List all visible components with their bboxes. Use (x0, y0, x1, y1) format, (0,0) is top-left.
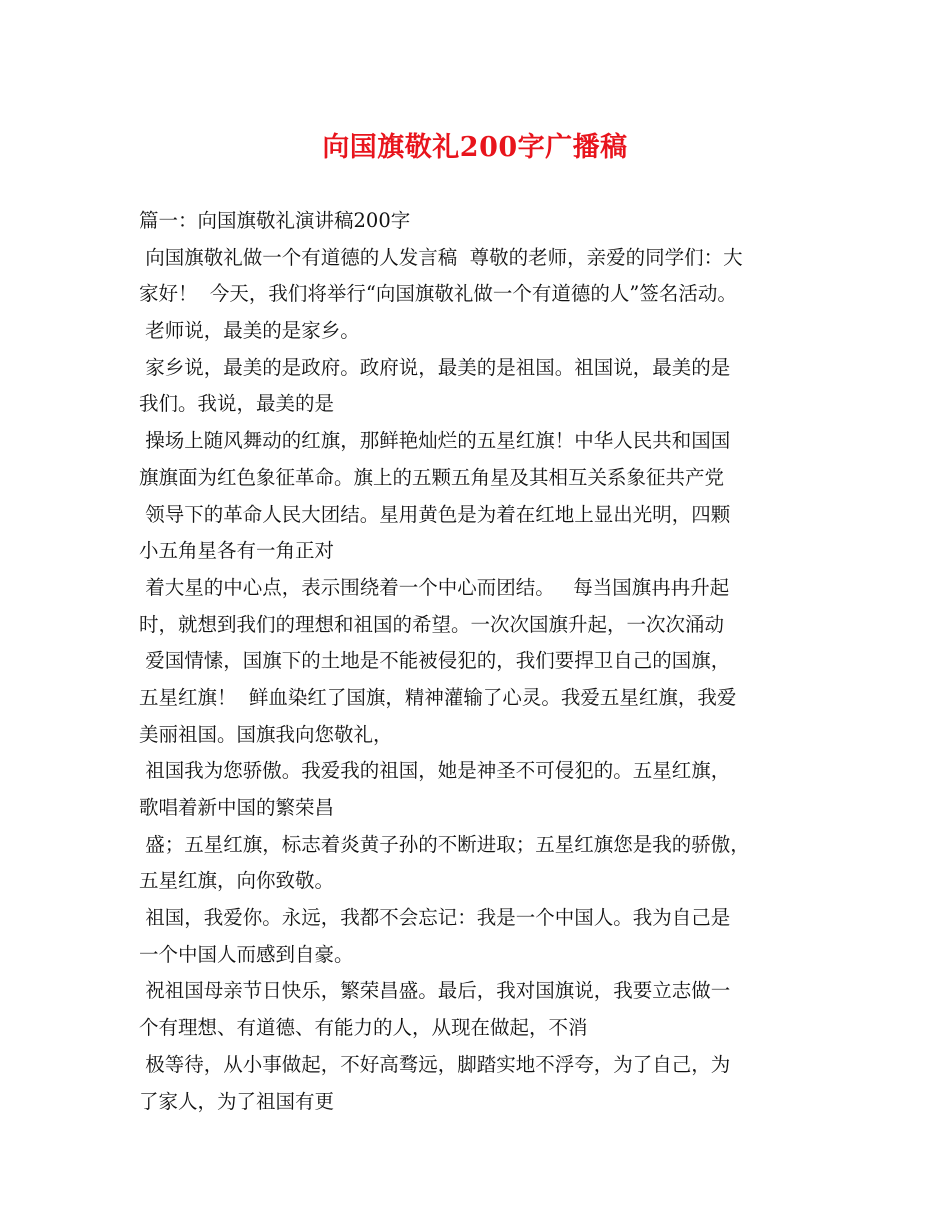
body-line: 着大星的中心点，表示围绕着一个中心而团结。 每当国旗冉冉升起 (139, 575, 730, 599)
body-line: 向国旗敬礼做一个有道德的人发言稿 尊敬的老师，亲爱的同学们：大 (139, 245, 743, 269)
body-line: 老师说，最美的是家乡。 (139, 319, 360, 343)
body-line: 个有理想、有道德、有能力的人，从现在做起，不消 (139, 1016, 588, 1040)
body-line: 歌唱着新中国的繁荣昌 (139, 796, 335, 819)
body-line: 祖国我为您骄傲。我爱我的祖国，她是神圣不可侵犯的。五星红旗， (139, 759, 731, 783)
body-line: 领导下的革命人民大团结。星用黄色是为着在红地上显出光明，四颗 (139, 502, 731, 526)
body-line: 美丽祖国。国旗我向您敬礼， (139, 722, 393, 746)
body-line: 篇一：向国旗敬礼演讲稿200字 (139, 209, 411, 232)
body-line: 五星红旗，向你致敬。 (139, 869, 335, 893)
body-line: 五星红旗！ 鲜血染红了国旗，精神灌输了心灵。我爱五星红旗，我爱 (139, 685, 737, 709)
body-line: 旗旗面为红色象征革命。旗上的五颗五角星及其相互关系象征共产党 (139, 465, 725, 489)
body-line: 了家人，为了祖国有更 (139, 1089, 335, 1113)
body-line: 祖国，我爱你。永远，我都不会忘记：我是一个中国人。我为自己是 (139, 906, 731, 930)
body-line: 我们。我说，最美的是 (139, 392, 335, 416)
body-line: 家乡说，最美的是政府。政府说，最美的是祖国。祖国说，最美的是 (139, 355, 731, 379)
body-line: 家好！ 今天，我们将举行“向国旗敬礼做一个有道德的人”签名活动。 (139, 282, 737, 306)
document-body (139, 203, 829, 1120)
body-line: 小五角星各有一角正对 (139, 539, 335, 563)
body-line: 一个中国人而感到自豪。 (139, 942, 354, 966)
body-line: 时，就想到我们的理想和祖国的希望。一次次国旗升起，一次次涌动 (139, 612, 725, 636)
body-line: 祝祖国母亲节日快乐，繁荣昌盛。最后，我对国旗说，我要立志做一 (139, 979, 731, 1003)
body-line: 爱国情愫，国旗下的土地是不能被侵犯的，我们要捍卫自己的国旗， (139, 649, 731, 673)
body-line: 盛；五星红旗，标志着炎黄子孙的不断进取；五星红旗您是我的骄傲， (139, 832, 750, 856)
document-title: 向国旗敬礼200字广播稿 (322, 132, 628, 163)
body-line: 操场上随风舞动的红旗，那鲜艳灿烂的五星红旗！中华人民共和国国 (139, 429, 731, 453)
body-line: 极等待，从小事做起，不好高骛远，脚踏实地不浮夸，为了自己，为 (139, 1052, 731, 1076)
